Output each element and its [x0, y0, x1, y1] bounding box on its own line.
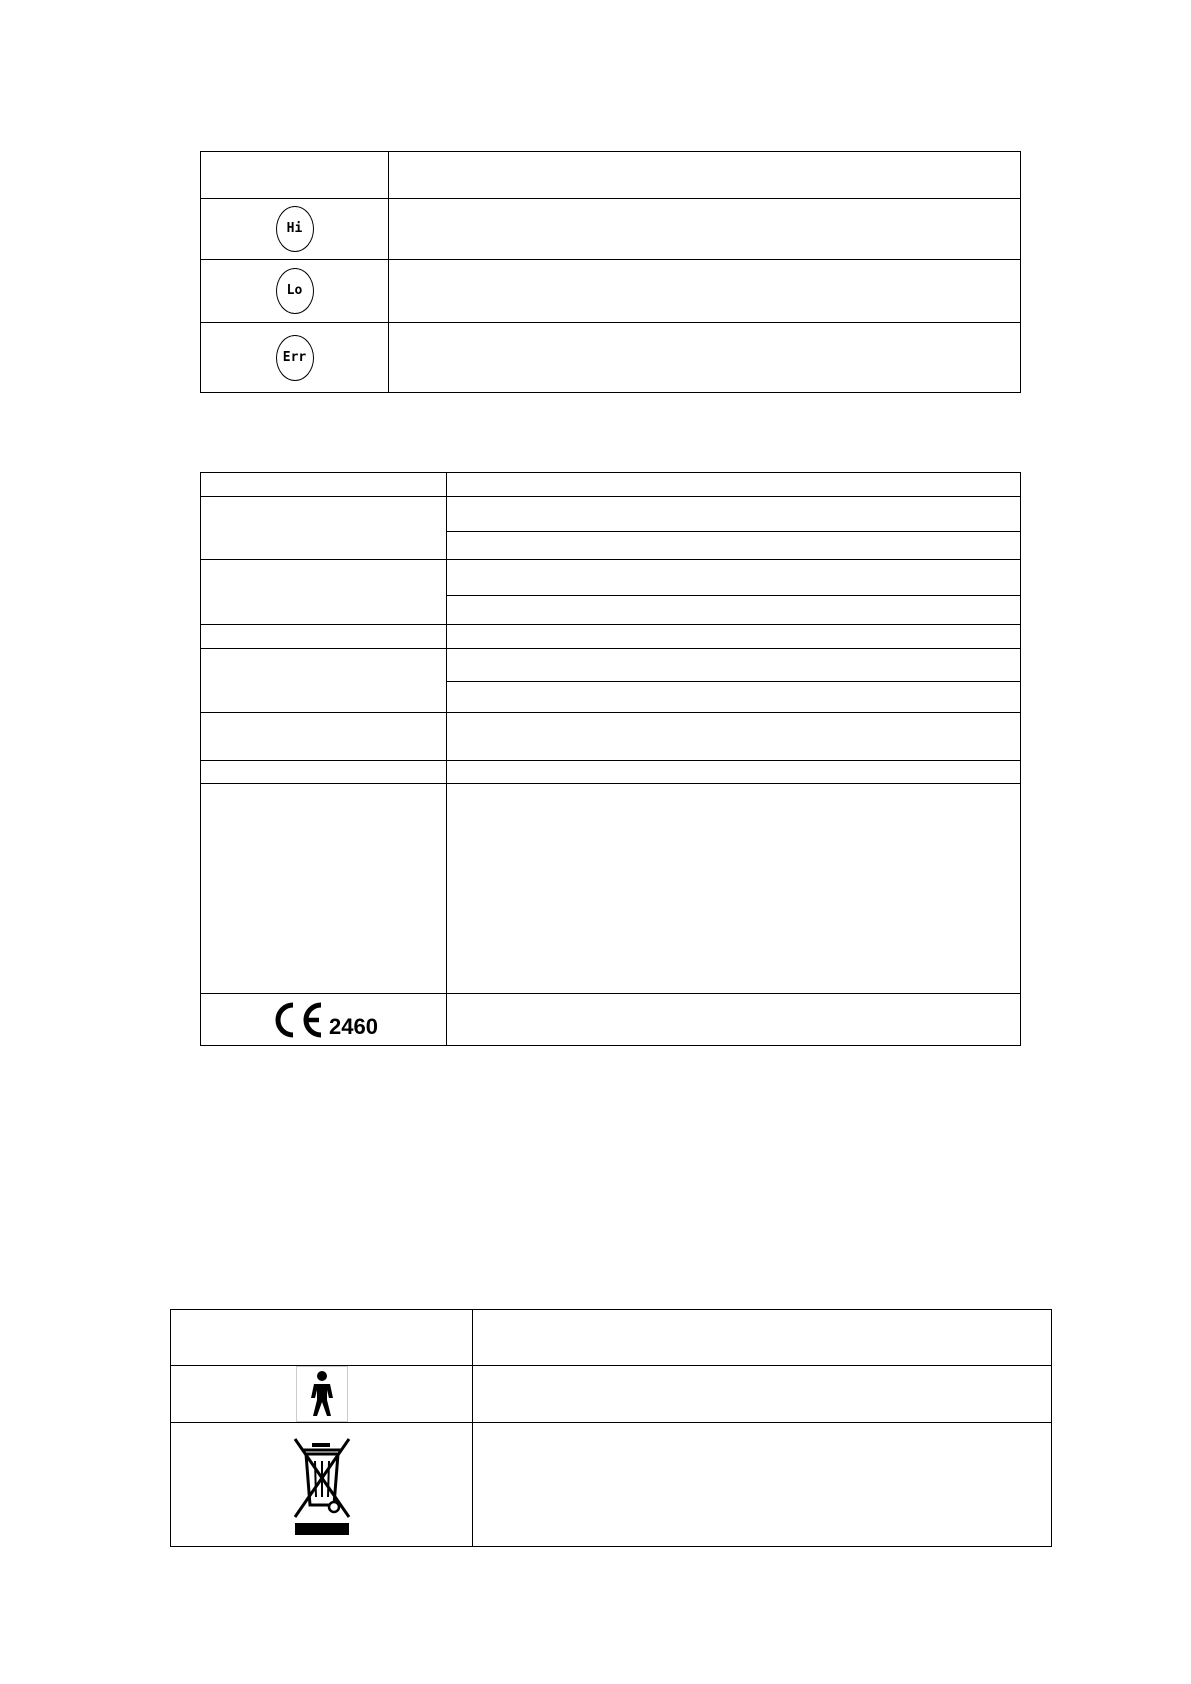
- spec-value-cell: [447, 560, 1021, 596]
- spec-label-cell: [201, 761, 447, 784]
- ce-mark-icon: [269, 1000, 378, 1040]
- type-bf-applied-part-icon: [296, 1366, 348, 1422]
- spec-value-cell: [447, 649, 1021, 682]
- spec-value-cell: [447, 473, 1021, 497]
- spec-label-cell: [201, 560, 447, 625]
- table-row: [201, 713, 1021, 761]
- description-cell: [389, 323, 1021, 393]
- header-cell-description: [389, 152, 1021, 199]
- table-row: [171, 1310, 1052, 1366]
- spec-value-cell: [447, 682, 1021, 713]
- table-row: [201, 473, 1021, 497]
- lo-display-icon: Lo: [276, 268, 314, 314]
- spec-label-cell: [201, 497, 447, 560]
- table-row: [201, 784, 1021, 994]
- header-cell-description: [473, 1310, 1052, 1366]
- table-row: [201, 761, 1021, 784]
- description-cell: [389, 260, 1021, 323]
- spec-value-cell: [447, 713, 1021, 761]
- table-row: [201, 199, 1021, 260]
- spec-value-cell: [447, 497, 1021, 532]
- err-display-icon: Err: [276, 335, 314, 381]
- table-row: [201, 323, 1021, 393]
- spec-label-cell: [201, 649, 447, 713]
- display-symbols-table: [200, 151, 1021, 393]
- ce-description-cell: [447, 994, 1021, 1046]
- table-row: [201, 152, 1021, 199]
- table-row: [171, 1423, 1052, 1547]
- spec-label-cell: [201, 784, 447, 994]
- spec-value-cell: [447, 761, 1021, 784]
- symbol-cell: [201, 199, 389, 260]
- spec-value-cell: [447, 625, 1021, 649]
- description-cell: [473, 1366, 1052, 1423]
- symbol-cell: [171, 1366, 473, 1423]
- weee-crossed-bin-icon: [289, 1433, 355, 1537]
- table-row: [201, 625, 1021, 649]
- spec-label-cell: [201, 625, 447, 649]
- header-cell-symbol: [201, 152, 389, 199]
- table-row: [201, 497, 1021, 532]
- hi-display-icon: Hi: [276, 206, 314, 252]
- spec-label-cell: [201, 713, 447, 761]
- ce-notified-body-number: 2460: [329, 1013, 378, 1039]
- spec-label-cell: [201, 473, 447, 497]
- table-row: [171, 1366, 1052, 1423]
- spec-value-cell: [447, 784, 1021, 994]
- labelling-symbols-table: [170, 1309, 1052, 1547]
- description-cell: [389, 199, 1021, 260]
- table-row: [201, 260, 1021, 323]
- table-row: [201, 560, 1021, 596]
- table-row: [201, 649, 1021, 682]
- ce-mark-cell: [201, 994, 447, 1046]
- description-cell: [473, 1423, 1052, 1547]
- symbol-cell: [171, 1423, 473, 1547]
- spec-value-cell: [447, 532, 1021, 560]
- ce-letters-icon: [269, 1000, 327, 1040]
- symbol-cell: [201, 260, 389, 323]
- symbol-cell: [201, 323, 389, 393]
- spec-value-cell: [447, 596, 1021, 625]
- specifications-table: [200, 472, 1021, 1046]
- table-row: [201, 994, 1021, 1046]
- header-cell-symbol: [171, 1310, 473, 1366]
